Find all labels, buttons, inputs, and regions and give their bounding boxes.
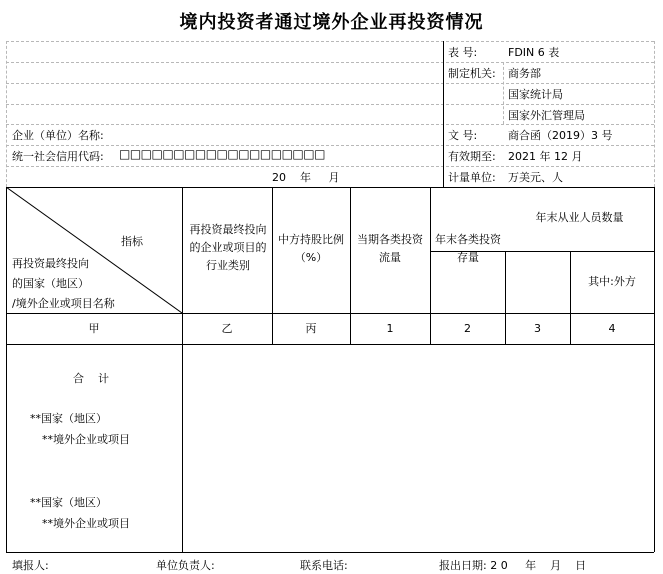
col-header-stock: 年末各类投资存量 [435,233,501,264]
header-line [6,145,654,146]
header-line [6,166,654,167]
table-line [6,344,654,345]
header-border [6,41,7,187]
authority-label: 制定机关: [448,67,496,80]
code-cell: 甲 [88,322,100,335]
project-row-label: **境外企业或项目 [42,433,130,446]
project-row-label: **境外企业或项目 [42,517,130,530]
table-right-border [654,187,655,552]
header-line [6,62,654,63]
header-line [6,41,654,42]
authority-1: 商务部 [508,67,541,80]
credit-code-label: 统一社会信用代码: [12,150,104,163]
header-line [6,104,654,105]
footer-head: 单位负责人: [156,559,215,572]
total-row-label: 合 计 [73,372,109,385]
table-col-line [182,187,183,552]
report-period: 20 年 月 [272,171,340,184]
country-row-label: **国家（地区） [30,412,107,425]
table-bottom-border [6,552,654,553]
col-header-ratio: 中方持股比例（%） [278,233,344,264]
form-no-label: 表 号: [448,46,478,59]
col-header-industry: 再投资最终投向的企业或项目的行业类别 [189,223,267,272]
unit-value: 万美元、人 [508,171,563,184]
doc-no-label: 文 号: [448,129,478,142]
col-header-flow: 当期各类投资流量 [357,233,423,264]
code-cell: 2 [464,322,471,335]
col-header-employees: 年末从业人员数量 [535,211,624,224]
unit-label: 计量单位: [448,171,496,184]
authority-3: 国家外汇管理局 [508,109,585,122]
form-no: FDIN 6 表 [508,46,560,59]
footer-filler: 填报人: [12,559,49,572]
footer-date: 报出日期: 2 0 年 月 日 [439,559,587,572]
country-row-label: **国家（地区） [30,496,107,509]
corner-indicator-label: 指标 [121,235,143,248]
code-cell: 丙 [305,322,317,335]
header-line [6,124,654,125]
header-line [6,83,654,84]
enterprise-label: 企业（单位）名称: [12,129,104,142]
col-header-foreign: 其中:外方 [588,275,636,288]
footer-phone: 联系电话: [300,559,348,572]
header-border [654,41,655,187]
doc-no: 商合函（2019）3 号 [508,129,613,142]
corner-target-label-1: 再投资最终投向 [12,257,89,270]
code-cell: 4 [608,322,616,335]
valid-label: 有效期至: [448,150,496,163]
table-line [6,313,654,314]
code-cell: 1 [386,322,394,335]
valid-value: 2021 年 12 月 [508,150,583,163]
code-cell: 3 [534,322,541,335]
header-divider [443,41,444,187]
code-cell: 乙 [221,322,233,335]
header-divider [503,62,504,124]
authority-2: 国家统计局 [508,88,563,101]
credit-code-boxes: □□□□□□□□□□□□□□□□□□□ [119,147,325,161]
corner-target-label-2: 的国家（地区） [12,277,89,290]
corner-target-label-3: /境外企业或项目名称 [12,297,115,310]
page-title: 境内投资者通过境外企业再投资情况 [179,12,484,33]
